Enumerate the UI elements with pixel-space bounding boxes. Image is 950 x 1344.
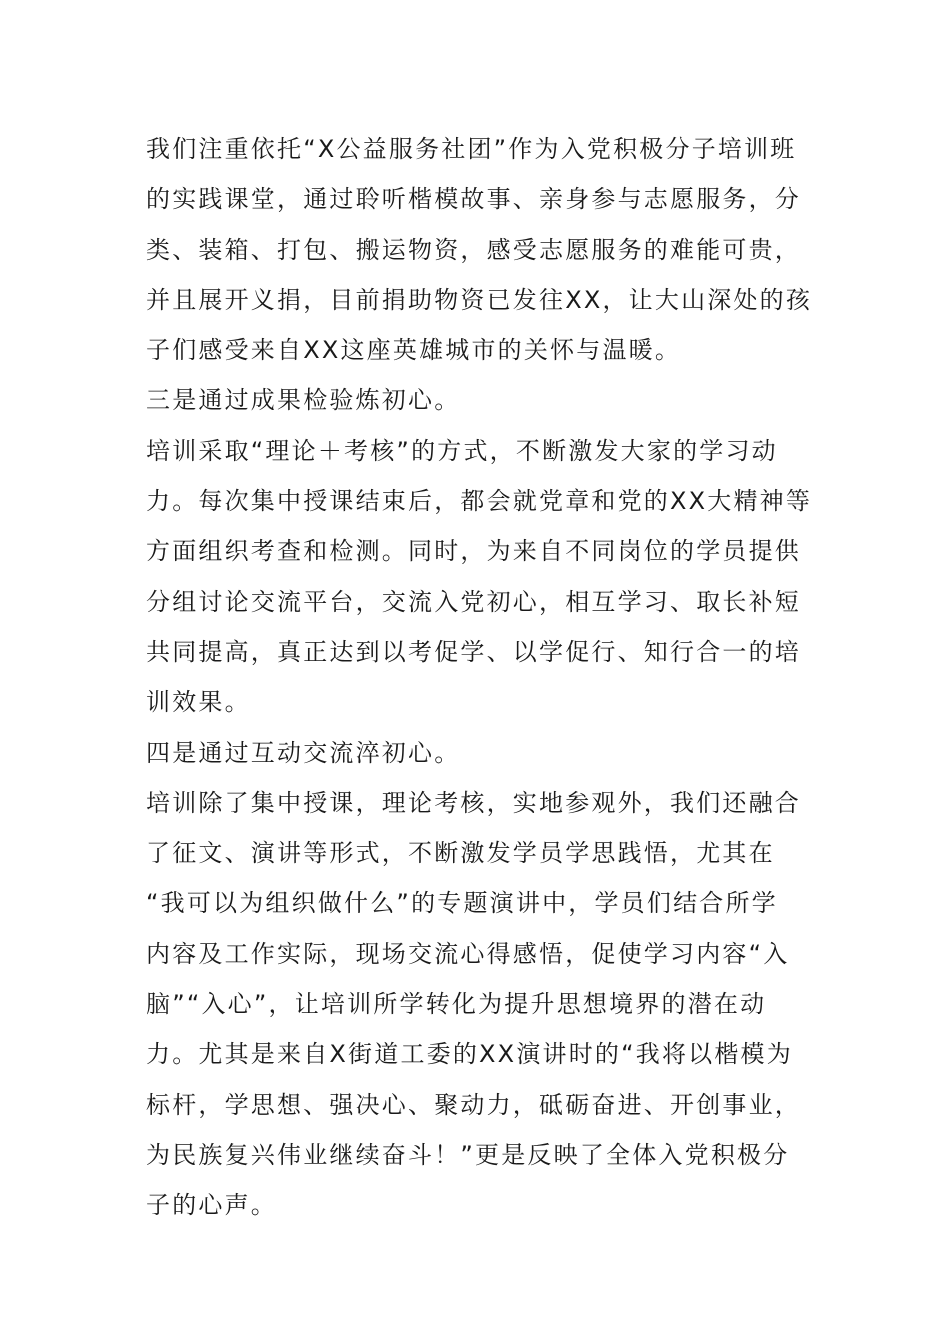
document-body: [146, 124, 813, 1231]
text-line: 的实践课堂，通过聆听楷模故事、亲身参与志愿服务，分: [146, 185, 801, 214]
text-line: 训效果。: [146, 688, 251, 717]
section-heading-four: [146, 728, 810, 778]
text-line: 内容及工作实际，现场交流心得感悟，促使学习内容“入: [146, 939, 790, 968]
text-line: 为民族复兴伟业继续奋斗！”更是反映了全体入党积极分: [146, 1140, 790, 1169]
heading-line: 四是通过互动交流淬初心。: [146, 738, 461, 767]
text-line: 类、装箱、打包、搬运物资，感受志愿服务的难能可贵，: [146, 235, 801, 264]
text-line: 了征文、演讲等形式，不断激发学员学思践悟，尤其在: [146, 839, 775, 868]
text-line: 分组讨论交流平台，交流入党初心，相互学习、取长补短: [146, 587, 801, 616]
text-line: 力。每次集中授课结束后，都会就党章和党的XX大精神等: [146, 487, 813, 516]
text-line: 培训采取“理论＋考核”的方式，不断激发大家的学习动: [146, 436, 778, 465]
section-heading-three: [146, 375, 810, 425]
text-line: 我们注重依托“X公益服务社团”作为入党积极分子培训班: [146, 135, 797, 163]
paragraph-interactive-exchange: [146, 778, 810, 1231]
text-line: 力。尤其是来自X街道工委的XX演讲时的“我将以楷模为: [146, 1040, 793, 1069]
text-line: 培训除了集中授课，理论考核，实地参观外，我们还融合: [146, 788, 801, 817]
heading-line: 三是通过成果检验炼初心。: [146, 386, 461, 415]
text-line: 标杆，学思想、强决心、聚动力，砥砺奋进、开创事业，: [146, 1090, 801, 1119]
text-line: 脑”“入心”，让培训所学转化为提升思想境界的潜在动: [146, 990, 767, 1019]
text-line: 共同提高，真正达到以考促学、以学促行、知行合一的培: [146, 637, 801, 666]
text-line: 子们感受来自XX这座英雄城市的关怀与温暖。: [146, 336, 682, 365]
text-line: 并且展开义捐，目前捐助物资已发往XX，让大山深处的孩: [146, 285, 813, 314]
paragraph-practice-classroom: [146, 124, 813, 375]
paragraph-theory-assessment: [146, 426, 813, 728]
text-line: “我可以为组织做什么”的专题演讲中，学员们结合所学: [146, 889, 778, 918]
text-line: 方面组织考查和检测。同时，为来自不同岗位的学员提供: [146, 537, 801, 566]
text-line: 子的心声。: [146, 1191, 277, 1220]
